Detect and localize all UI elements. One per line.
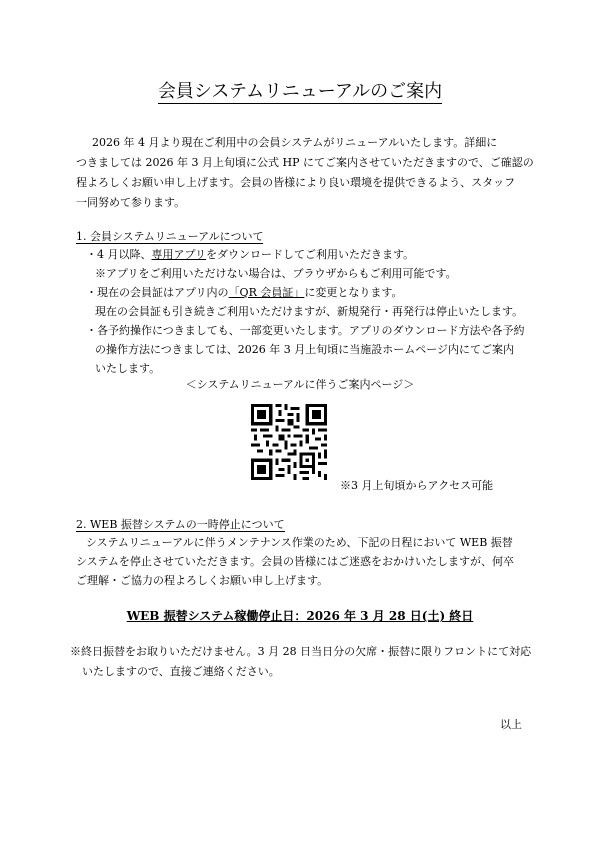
stop-date-notice: WEB 振替システム稼働停止日：2026 年 3 月 28 日(土) 終日 [126, 609, 474, 623]
intro-line-2: つきましては 2026 年 3 月上旬頃に公式 HP にてご案内させていただきますので、ご確認の [76, 156, 534, 169]
section1-bullet-2-line2: 現在の会員証も引き続きご利用いただけますが、新規発行・再発行は停止いたします。 [95, 305, 524, 318]
page-title: 会員システムリニューアルのご案内 [157, 81, 443, 102]
qr-card-text: 「QR 会員証」 [228, 286, 305, 299]
section2-heading: 2. WEB 振替システムの一時停止について [76, 518, 285, 531]
section1-bullet-1-note: ※アプリをご利用いただけない場合は、ブラウザからもご利用可能です。 [95, 267, 457, 280]
section2-note-line-2: いたしますので、直接ご連絡ください。 [82, 665, 280, 678]
intro-line-3: 程よろしくお願い申し上げます。会員の皆様により良い環境を提供できるよう、スタッフ [76, 176, 516, 189]
section1-bullet-3-line2: の操作方法につきましては、2026 年 3 月上旬頃に当施設ホームページ内にてご案内 [95, 343, 515, 356]
intro-line-1: 2026 年 4 月より現在ご利用中の会員システムがリニューアルいたします。詳細に [92, 136, 498, 149]
section2-note-line-1: ※終日振替をお取りいただけません。3 月 28 日当日分の欠席・振替に限りフロントにて対応 [70, 645, 532, 658]
closing: 以上 [500, 718, 522, 731]
section1-bullet-3-line1: ・各予約操作につきましても、一部変更いたします。アプリのダウンロード方法や各予約 [86, 324, 525, 337]
section2-body-line-1: システムリニューアルに伴うメンテナンス作業のため、下記の日程において WEB 振替 [86, 536, 513, 549]
section1-heading: 1. 会員システムリニューアルについて [76, 230, 264, 243]
section1-bullet-3-line3: いたします。 [95, 362, 161, 375]
section1-bullet-1: ・4 月以降、専用アプリをダウンロードしてご利用いただきます。 [86, 248, 415, 261]
section2-body-line-3: ご理解・ご協力の程よろしくお願い申し上げます。 [76, 574, 329, 587]
qr-code-icon[interactable] [251, 404, 327, 480]
section2-body-line-2: システムを停止させていただきます。会員の皆様にはご迷惑をおかけいたしますが、何卒 [76, 555, 515, 568]
intro-line-4: 一同努めて参ります。 [76, 196, 186, 209]
qr-access-note: ※3 月上旬頃からアクセス可能 [340, 479, 494, 492]
app-link-text: 専用アプリ [151, 248, 207, 261]
qr-caption: ＜システムリニューアルに伴うご案内ページ＞ [185, 378, 415, 391]
section1-bullet-2: ・現在の会員証はアプリ内の「QR 会員証」に変更となります。 [86, 286, 403, 299]
